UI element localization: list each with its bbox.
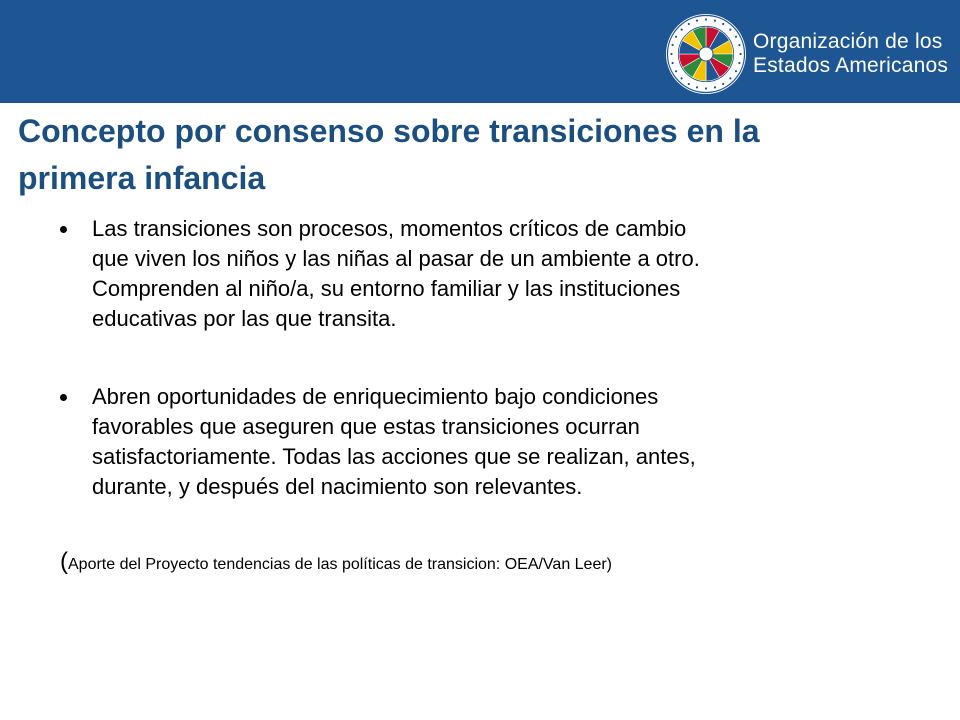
bullet-1-line-2: que viven los niños y las niñas al pasar de un ambiente a otro. bbox=[92, 246, 700, 271]
slide-title-line-2: primera infancia bbox=[18, 160, 266, 196]
bullet-2-line-3: satisfactoriamente. Todas las acciones que se realizan, antes, bbox=[92, 444, 696, 469]
bullet-2-line-1: Abren oportunidades de enriquecimiento bajo condiciones bbox=[92, 384, 659, 409]
source-citation bbox=[60, 547, 612, 580]
bullet-2-line-4: durante, y después del nacimiento son relevantes. bbox=[92, 474, 583, 499]
bullet-list bbox=[60, 214, 920, 502]
slide-title-line-1: Concepto por consenso sobre transiciones en la bbox=[18, 113, 760, 149]
bullet-item-transitions-definition bbox=[60, 214, 920, 334]
bullet-item-opportunities bbox=[60, 382, 920, 502]
bullet-2-line-2: favorables que aseguren que estas transiciones ocurran bbox=[92, 414, 640, 439]
bullet-1-line-1: Las transiciones son procesos, momentos críticos de cambio bbox=[92, 216, 687, 241]
organization-name bbox=[753, 30, 948, 78]
bullet-1-line-4: educativas por las que transita. bbox=[92, 306, 397, 331]
bullet-dot-icon bbox=[60, 226, 67, 233]
source-citation-text: Aporte del Proyecto tendencias de las políticas de transicion: OEA/Van Leer) bbox=[68, 556, 613, 573]
header-band bbox=[0, 0, 960, 103]
org-name-line-1: Organización de los bbox=[753, 30, 943, 53]
org-name-line-2: Estados Americanos bbox=[753, 54, 949, 77]
bullet-dot-icon bbox=[60, 394, 67, 401]
source-open-paren: ( bbox=[60, 548, 68, 575]
oas-seal-logo bbox=[665, 13, 747, 95]
slide-title bbox=[18, 108, 918, 202]
bullet-1-line-3: Comprenden al niño/a, su entorno familiar y las instituciones bbox=[92, 276, 681, 301]
